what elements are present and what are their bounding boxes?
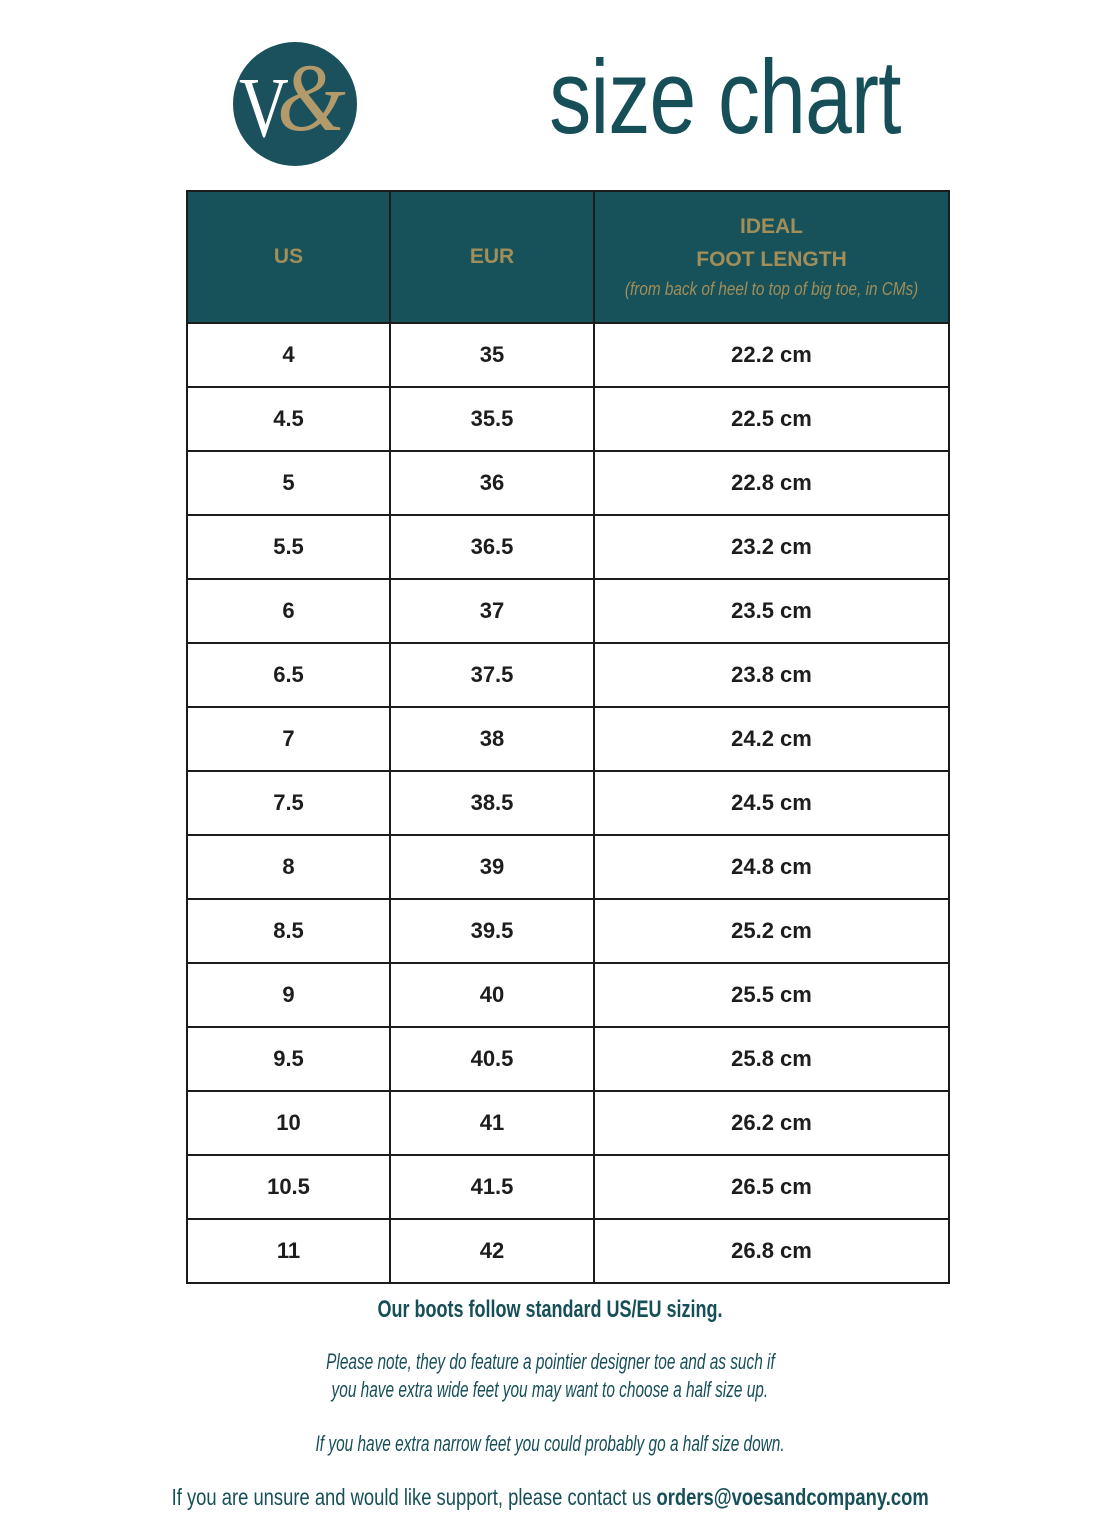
eur-cell: 39.5 [390,899,594,963]
us-cell: 10 [187,1091,390,1155]
foot-length-cell: 22.8 cm [594,451,949,515]
us-cell: 4 [187,323,390,387]
foot-length-cell: 26.5 cm [594,1155,949,1219]
eur-cell: 41.5 [390,1155,594,1219]
foot-length-cell: 25.8 cm [594,1027,949,1091]
table-row [187,1219,949,1283]
brand-logo [233,42,357,166]
eur-cell: 41 [390,1091,594,1155]
us-cell: 7 [187,707,390,771]
us-cell: 6 [187,579,390,643]
size-table-body [187,323,949,1283]
table-row [187,899,949,963]
table-row [187,643,949,707]
foot-length-cell: 22.5 cm [594,387,949,451]
us-cell: 6.5 [187,643,390,707]
us-column-label: US [273,245,304,268]
eur-cell: 37.5 [390,643,594,707]
table-header-row [187,191,949,323]
footer-notes [0,1296,1100,1511]
us-cell: 4.5 [187,387,390,451]
foot-length-cell: 24.8 cm [594,835,949,899]
us-cell: 8 [187,835,390,899]
contact-prefix: If you are unsure and would like support, please contact us [171,1484,657,1511]
us-cell: 8.5 [187,899,390,963]
contact-email: orders@voesandcompany.com [656,1484,929,1511]
eur-cell: 37 [390,579,594,643]
foot-length-cell: 23.8 cm [594,643,949,707]
foot-length-cell: 22.2 cm [594,323,949,387]
table-row [187,1091,949,1155]
foot-length-cell: 25.5 cm [594,963,949,1027]
table-row [187,387,949,451]
table-row [187,963,949,1027]
us-cell: 9.5 [187,1027,390,1091]
foot-length-cell: 24.2 cm [594,707,949,771]
table-row [187,579,949,643]
eur-column-header [390,191,594,323]
table-row [187,835,949,899]
us-cell: 9 [187,963,390,1027]
table-row [187,707,949,771]
eur-cell: 40.5 [390,1027,594,1091]
wide-feet-note: Please note, they do feature a pointier designer toe and as such if you have extra wide feet you may want to choose a half size up. [325,1349,775,1403]
size-table [186,190,950,1284]
eur-cell: 38 [390,707,594,771]
narrow-feet-note: If you have extra narrow feet you could probably go a half size down. [315,1431,785,1457]
us-column-header [187,191,390,323]
eur-cell: 36 [390,451,594,515]
foot-length-cell: 25.2 cm [594,899,949,963]
foot-length-cell: 23.2 cm [594,515,949,579]
us-cell: 10.5 [187,1155,390,1219]
table-row [187,515,949,579]
foot-length-cell: 23.5 cm [594,579,949,643]
foot-length-cell: 26.8 cm [594,1219,949,1283]
eur-cell: 38.5 [390,771,594,835]
brand-logo-letter-v: V [239,59,289,155]
eur-cell: 35.5 [390,387,594,451]
table-row [187,1027,949,1091]
foot-length-label-line1: IDEAL [740,214,803,238]
table-row [187,451,949,515]
eur-cell: 40 [390,963,594,1027]
eur-cell: 39 [390,835,594,899]
table-row [187,1155,949,1219]
table-row [187,771,949,835]
foot-length-note: (from back of heel to top of big toe, in CMs) [624,279,919,300]
eur-cell: 42 [390,1219,594,1283]
eur-column-label: EUR [469,245,515,268]
contact-line [0,1484,1100,1511]
foot-length-column-header [594,191,949,323]
us-cell: 5 [187,451,390,515]
us-cell: 5.5 [187,515,390,579]
us-cell: 11 [187,1219,390,1283]
foot-length-cell: 26.2 cm [594,1091,949,1155]
table-row [187,323,949,387]
page-title: size chart [549,39,901,156]
foot-length-label-line2: FOOT LENGTH [696,247,847,271]
us-cell: 7.5 [187,771,390,835]
brand-logo-ampersand: & [277,44,346,151]
foot-length-cell: 24.5 cm [594,771,949,835]
eur-cell: 36.5 [390,515,594,579]
eur-cell: 35 [390,323,594,387]
sizing-note: Our boots follow standard US/EU sizing. [377,1296,723,1323]
